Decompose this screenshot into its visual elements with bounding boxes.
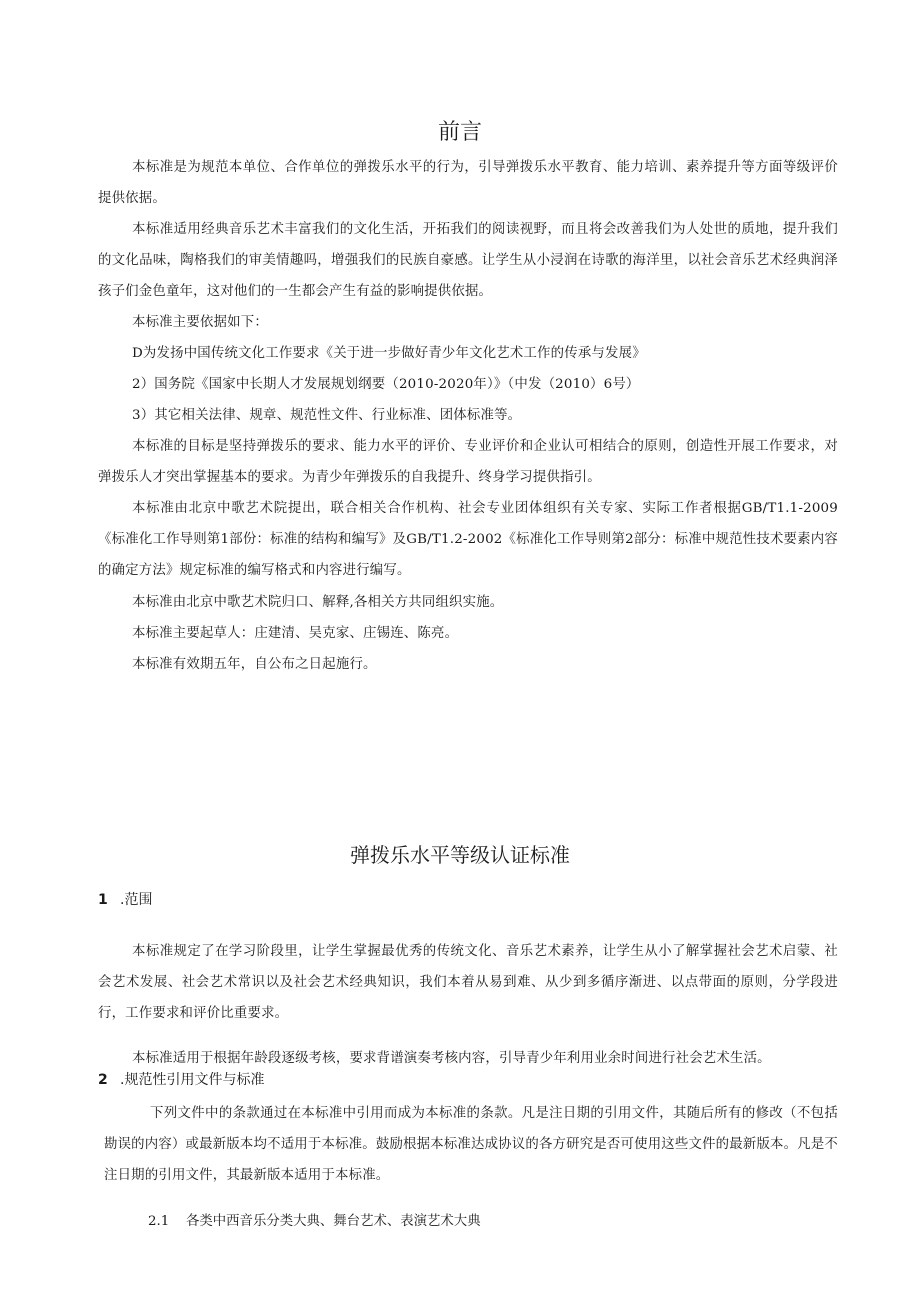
foreword-paragraph-custody: 本标准由北京中歌艺术院归口、解释,各相关方共同组织实施。 — [132, 595, 504, 610]
section-2-title: .规范性引用文件与标准 — [120, 1072, 265, 1088]
foreword-paragraph-goal: 本标准的目标是坚持弹拨乐的要求、能力水平的评价、专业评价和企业认可相结合的原则，创造性开展工作要求，对弹拨乐人才突出掌握基本的要求。为青少年弹拨乐的自我提升、终身学习提供指引。 — [98, 439, 838, 485]
section-2-1-text: 各类中西音乐分类大典、舞台艺术、表演艺术大典 — [186, 1214, 481, 1229]
foreword-title: 前言 — [437, 120, 482, 145]
section-1-heading — [98, 888, 152, 912]
foreword-paragraph-basis: 本标准主要依据如下： — [132, 315, 268, 330]
basis-list-item-2: 2）国务院《国家中长期人才发展规划纲要（2010-2020年）》（中发（2010）6号） — [132, 377, 640, 392]
section-2-heading — [98, 1068, 264, 1092]
section-2-1-number: 2.1 — [148, 1214, 170, 1229]
foreword-paragraph-proposer: 本标准由北京中歌艺术院提出，联合相关合作机构、社会专业团体组织有关专家、实际工作者根据GB/T1.1-2009《标准化工作导则第1部份：标准的结构和编写》及GB/T1.2-2002《标准化工作导则第2部分：标准中规范性技术要素内容的确定方法》规定标准的编写格式和内容进行编写。 — [98, 501, 838, 578]
basis-list-item-1: D为发扬中国传统文化工作要求《关于进一步做好青少年文化艺术工作的传承与发展》 — [132, 346, 646, 361]
section-2-number: 2 — [98, 1072, 108, 1088]
section-1-number: 1 — [98, 892, 108, 908]
section-1-title: .范围 — [120, 892, 153, 908]
section-1-paragraph-1: 本标准规定了在学习阶段里，让学生掌握最优秀的传统文化、音乐艺术素养，让学生从小了解掌握社会艺术启蒙、社会艺术发展、社会艺术常识以及社会艺术经典知识，我们本着从易到难、从少到多循序渐进、以点带面的原则，分学段进行，工作要求和评价比重要求。 — [98, 944, 838, 1021]
standard-title: 弹拨乐水平等级认证标准 — [350, 843, 570, 867]
section-2-1-item — [148, 1208, 481, 1236]
foreword-paragraph-drafters: 本标准主要起草人：庄建清、吴克家、庄锡连、陈亮。 — [132, 626, 459, 641]
basis-list-item-3: 3）其它相关法律、规章、规范性文件、行业标准、团体标准等。 — [132, 408, 522, 423]
section-1-paragraph-2: 本标准适用于根据年龄段逐级考核，要求背谱演奏考核内容，引导青少年利用业余时间进行社会艺术生活。 — [132, 1051, 771, 1066]
foreword-paragraph-scope: 本标准适用经典音乐艺术丰富我们的文化生活，开拓我们的阅读视野，而且将会改善我们为人处世的质地，提升我们的文化品味，陶格我们的审美情趣吗，增强我们的民族自豪感。让学生从小浸润在诗歌的海洋里，以社会音乐艺术经典润泽孩子们金色童年，这对他们的一生都会产生有益的影响提供依据。 — [98, 222, 838, 299]
section-2-paragraph-1: 下列文件中的条款通过在本标准中引用而成为本标准的条款。凡是注日期的引用文件，其随后所有的修改（不包括勘误的内容）或最新版本均不适用于本标准。鼓励根据本标准达成协议的各方研究是否可使用这些文件的最新版本。凡是不注日期的引用文件，其最新版本适用于本标准。 — [104, 1106, 838, 1183]
foreword-paragraph-validity: 本标准有效期五年，自公布之日起施行。 — [132, 657, 377, 672]
foreword-paragraph-purpose: 本标准是为规范本单位、合作单位的弹拨乐水平的行为，引导弹拨乐水平教育、能力培训、素养提升等方面等级评价提供依据。 — [98, 160, 838, 206]
